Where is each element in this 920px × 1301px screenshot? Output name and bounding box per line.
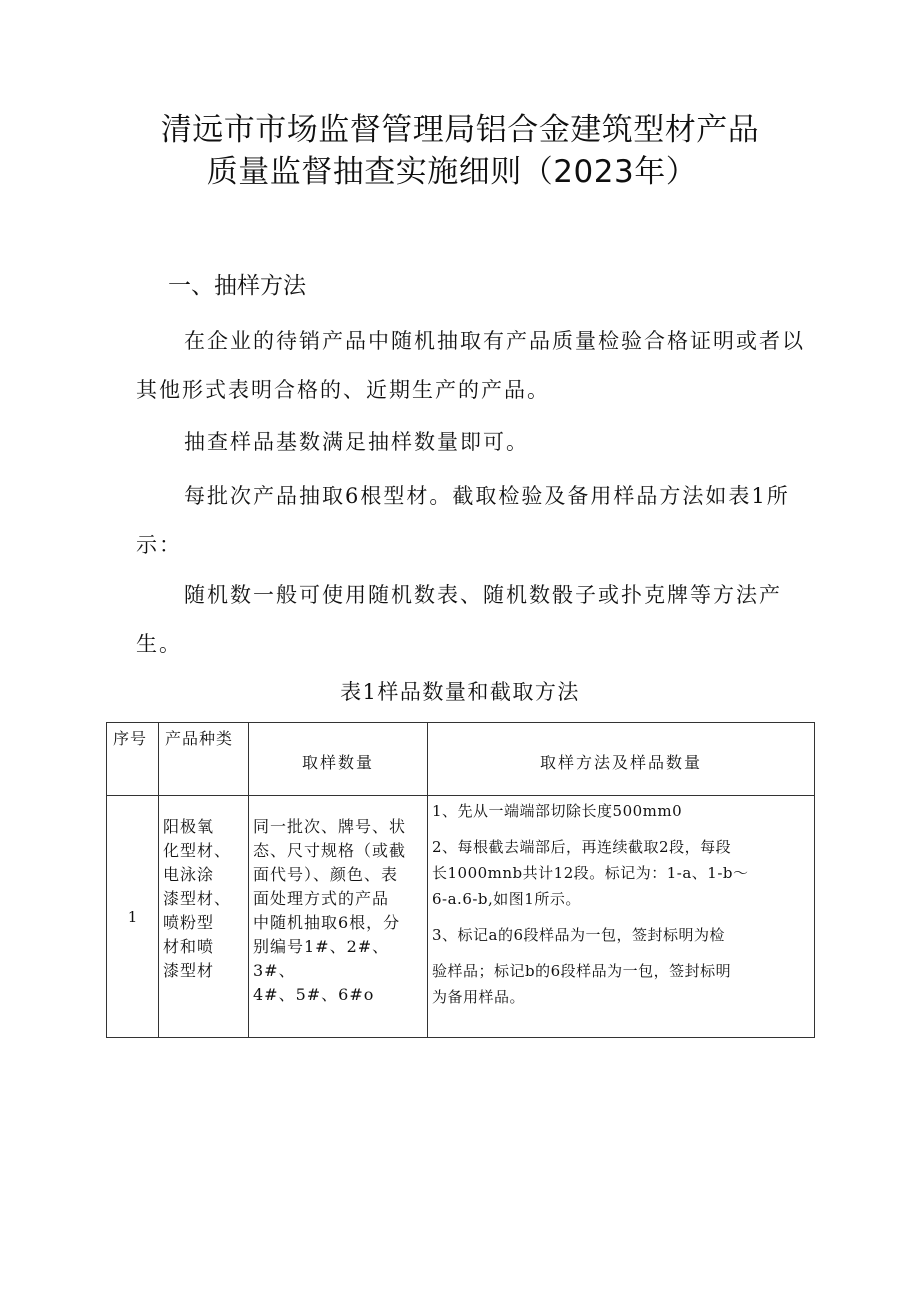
method-line: 3、标记a的6段样品为一包，签封标明为检 xyxy=(432,926,726,944)
header-sampling-method: 取样方法及样品数量 xyxy=(428,723,815,796)
sample-quantity-table xyxy=(106,722,815,1038)
section-heading-sampling-method: 一、抽样方法 xyxy=(168,273,306,299)
table-header-row xyxy=(107,723,815,796)
cell-seq: 1 xyxy=(107,796,159,1038)
header-sample-quantity: 取样数量 xyxy=(249,723,428,796)
product-type-line: 材和喷 xyxy=(163,937,215,956)
quantity-line: 同一批次、牌号、状 xyxy=(253,817,407,836)
method-line: 1、先从一端端部切除长度500mm0 xyxy=(432,802,683,820)
quantity-line: 别编号1#、2#、3#、 xyxy=(253,937,390,980)
header-seq: 序号 xyxy=(107,723,159,796)
product-type-line: 漆型材 xyxy=(163,961,215,980)
document-title-line-2: 质量监督抽查实施细则（2023年） xyxy=(206,154,698,190)
method-line: 为备用样品。 xyxy=(432,988,526,1006)
table-row xyxy=(107,796,815,1038)
method-line: 2、每根截去端部后，再连续截取2段，每段 xyxy=(432,838,732,856)
document-title-line-1: 清远市市场监督管理局铝合金建筑型材产品 xyxy=(160,112,760,148)
paragraph-sample-count: 每批次产品抽取6根型材。截取检验及备用样品方法如表1所示： xyxy=(136,484,790,557)
paragraph-sampling-source: 在企业的待销产品中随机抽取有产品质量检验合格证明或者以其他形式表明合格的、近期生产的产品。 xyxy=(136,329,805,402)
quantity-line: 中随机抽取6根，分 xyxy=(253,913,401,932)
method-line: 长1000mnb共计12段。标记为：1-a、1-b～ xyxy=(432,864,749,882)
header-product-type: 产品种类 xyxy=(159,723,249,796)
method-line: 验样品；标记b的6段样品为一包，签封标明 xyxy=(432,962,732,980)
quantity-line: 4#、5#、6#o xyxy=(253,985,375,1004)
product-type-line: 阳极氧 xyxy=(163,817,215,836)
product-type-line: 化型材、 xyxy=(163,841,232,860)
quantity-line: 面处理方式的产品 xyxy=(253,889,390,908)
cell-sample-quantity xyxy=(249,796,428,1038)
quantity-line: 态、尺寸规格（或截 xyxy=(253,841,407,860)
product-type-line: 漆型材、 xyxy=(163,889,232,908)
cell-product-type xyxy=(159,796,249,1038)
quantity-line: 面代号）、颜色、表 xyxy=(253,865,399,884)
method-line: 6-a.6-b,如图1所示。 xyxy=(432,890,581,908)
cell-sampling-method xyxy=(428,796,815,1038)
paragraph-random-number: 随机数一般可使用随机数表、随机数骰子或扑克牌等方法产生。 xyxy=(136,583,782,656)
product-type-line: 喷粉型 xyxy=(163,913,215,932)
product-type-line: 电泳涂 xyxy=(163,865,215,884)
paragraph-sample-base: 抽查样品基数满足抽样数量即可。 xyxy=(184,430,529,454)
table-caption: 表1样品数量和截取方法 xyxy=(340,680,580,704)
